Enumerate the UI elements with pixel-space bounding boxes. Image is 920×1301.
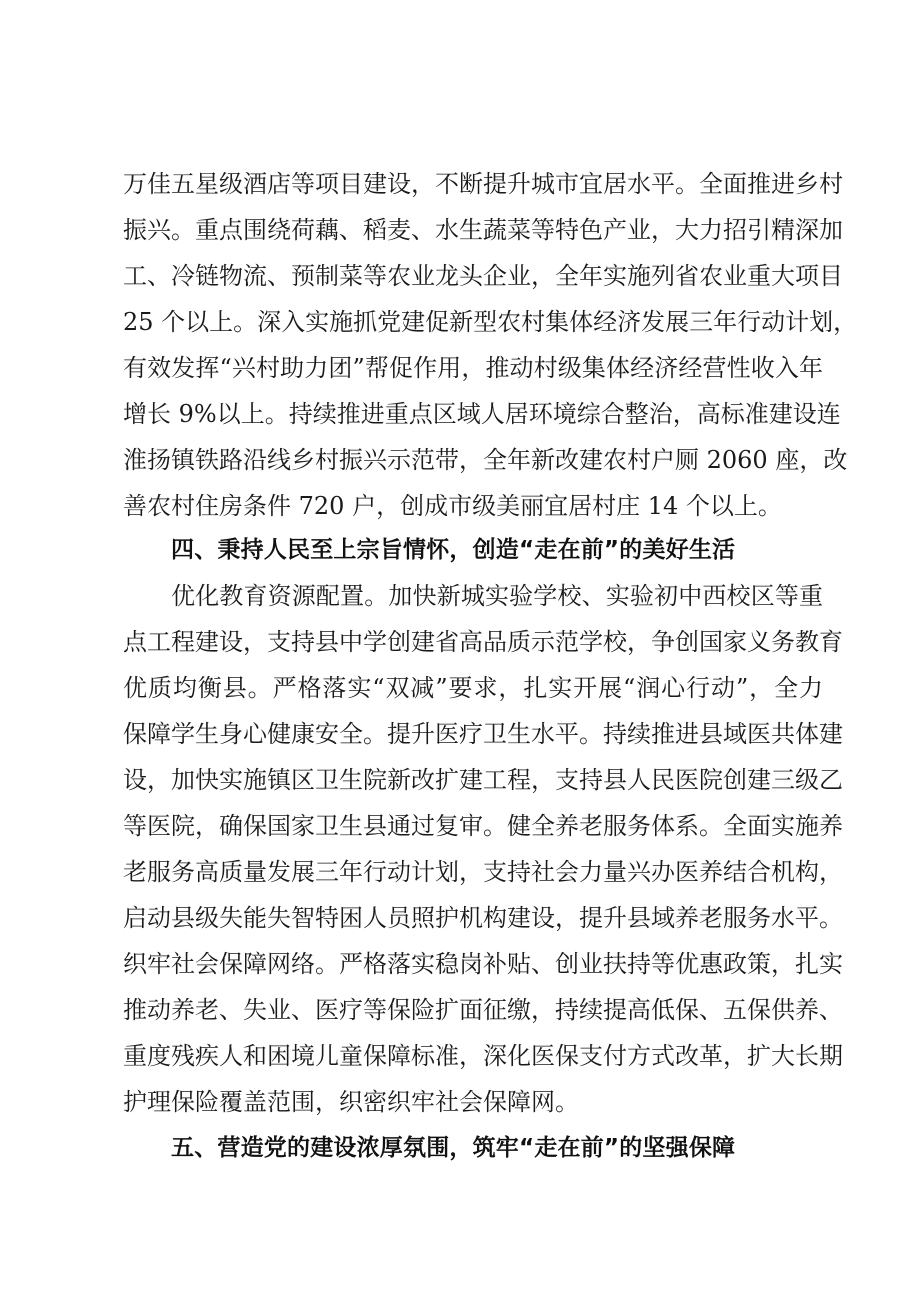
paragraph-line: 推动养老、失业、医疗等保险扩面征缴，持续提高低保、五保供养、 (123, 996, 843, 1024)
paragraph-line: 淮扬镇铁路沿线乡村振兴示范带，全年新改建农村户厕 2060 座，改 (123, 446, 848, 474)
paragraph-line: 设，加快实施镇区卫生院新改扩建工程，支持县人民医院创建三级乙 (123, 766, 843, 794)
paragraph-line: 增长 9%以上。持续推进重点区域人居环境综合整治，高标准建设连 (123, 400, 841, 428)
section-heading-4: 四、秉持人民至上宗旨情怀，创造“走在前”的美好生活 (171, 537, 736, 563)
paragraph-line: 25 个以上。深入实施抓党建促新型农村集体经济发展三年行动计划， (123, 308, 858, 336)
paragraph-line: 善农村住房条件 720 户，创成市级美丽宜居村庄 14 个以上。 (123, 492, 782, 520)
paragraph-line: 保障学生身心健康安全。提升医疗卫生水平。持续推进县域医共体建 (123, 720, 843, 748)
paragraph-line: 等医院，确保国家卫生县通过复审。健全养老服务体系。全面实施养 (123, 812, 843, 840)
paragraph-line: 优质均衡县。严格落实“双减”要求，扎实开展“润心行动”，全力 (123, 674, 823, 702)
paragraph-line: 护理保险覆盖范围，织密织牢社会保障网。 (123, 1088, 579, 1116)
paragraph-line: 重度残疾人和困境儿童保障标准，深化医保支付方式改革，扩大长期 (123, 1042, 843, 1070)
paragraph-line: 织牢社会保障网络。严格落实稳岗补贴、创业扶持等优惠政策，扎实 (123, 950, 843, 978)
paragraph-line: 优化教育资源配置。加快新城实验学校、实验初中西校区等重 (171, 582, 823, 610)
paragraph-line: 振兴。重点围绕荷藕、稻麦、水生蔬菜等特色产业，大力招引精深加 (123, 216, 843, 244)
paragraph-line: 老服务高质量发展三年行动计划，支持社会力量兴办医养结合机构， (123, 858, 843, 886)
section-heading-5: 五、营造党的建设浓厚氛围，筑牢“走在前”的坚强保障 (171, 1135, 736, 1161)
paragraph-line: 工、冷链物流、预制菜等农业龙头企业，全年实施列省农业重大项目 (123, 262, 843, 290)
paragraph-line: 万佳五星级酒店等项目建设，不断提升城市宜居水平。全面推进乡村 (123, 170, 843, 198)
paragraph-line: 点工程建设，支持县中学创建省高品质示范学校，争创国家义务教育 (123, 628, 843, 656)
paragraph-line: 有效发挥“兴村助力团”帮促作用，推动村级集体经济经营性收入年 (123, 354, 823, 382)
paragraph-line: 启动县级失能失智特困人员照护机构建设，提升县域养老服务水平。 (123, 904, 843, 932)
